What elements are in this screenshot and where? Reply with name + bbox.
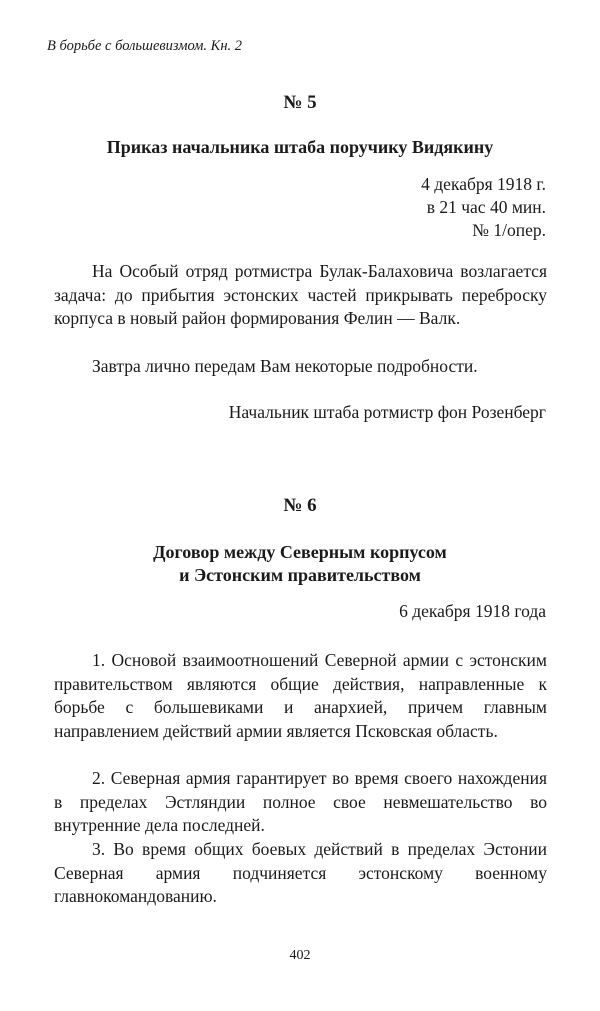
doc-6-title [0, 541, 600, 587]
doc-6-paragraph: 2. Северная армия гарантирует во время своего нахождения в пределах Эстляндии полное свое невмешательство во внутренние дела последней. [54, 768, 547, 836]
doc-6-paragraph: 1. Основой взаимоотношений Северной армии с эстонским правительством являются общие действия, направленные к борьбе с большевиками и анархией, причем главным направлением действий армии является Псковская область. [54, 650, 547, 742]
doc-5-ref: № 1/опер. [472, 220, 546, 240]
doc-5-paragraph: Завтра лично передам Вам некоторые подробности. [92, 356, 478, 376]
doc-6-title-line: Договор между Северным корпусом [153, 542, 447, 562]
doc-5-number: № 5 [283, 92, 317, 113]
doc-6-date: 6 декабря 1918 года [399, 601, 546, 621]
doc-6-paragraph: 3. Во время общих боевых действий в пределах Эстонии Северная армия подчиняется эстонскому военному главнокомандованию. [54, 839, 547, 907]
doc-5-signature: Начальник штаба ротмистр фон Розенберг [228, 402, 546, 422]
doc-5-time: в 21 час 40 мин. [426, 197, 546, 217]
page-number: 402 [289, 948, 311, 963]
doc-5-dateline [421, 173, 546, 242]
doc-6-title-line: и Эстонским правительством [179, 565, 421, 585]
doc-5-paragraph: На Особый отряд ротмистра Булак-Балаховича возлагается задача: до прибытия эстонских частей прикрывать переброску корпуса в новый район формирования Фелин — Валк. [54, 261, 547, 329]
doc-5-date: 4 декабря 1918 г. [421, 174, 546, 194]
doc-6-number: № 6 [283, 495, 317, 516]
doc-5-title: Приказ начальника штаба поручику Видякину [106, 137, 494, 157]
running-header: В борьбе с большевизмом. Кн. 2 [47, 38, 243, 54]
